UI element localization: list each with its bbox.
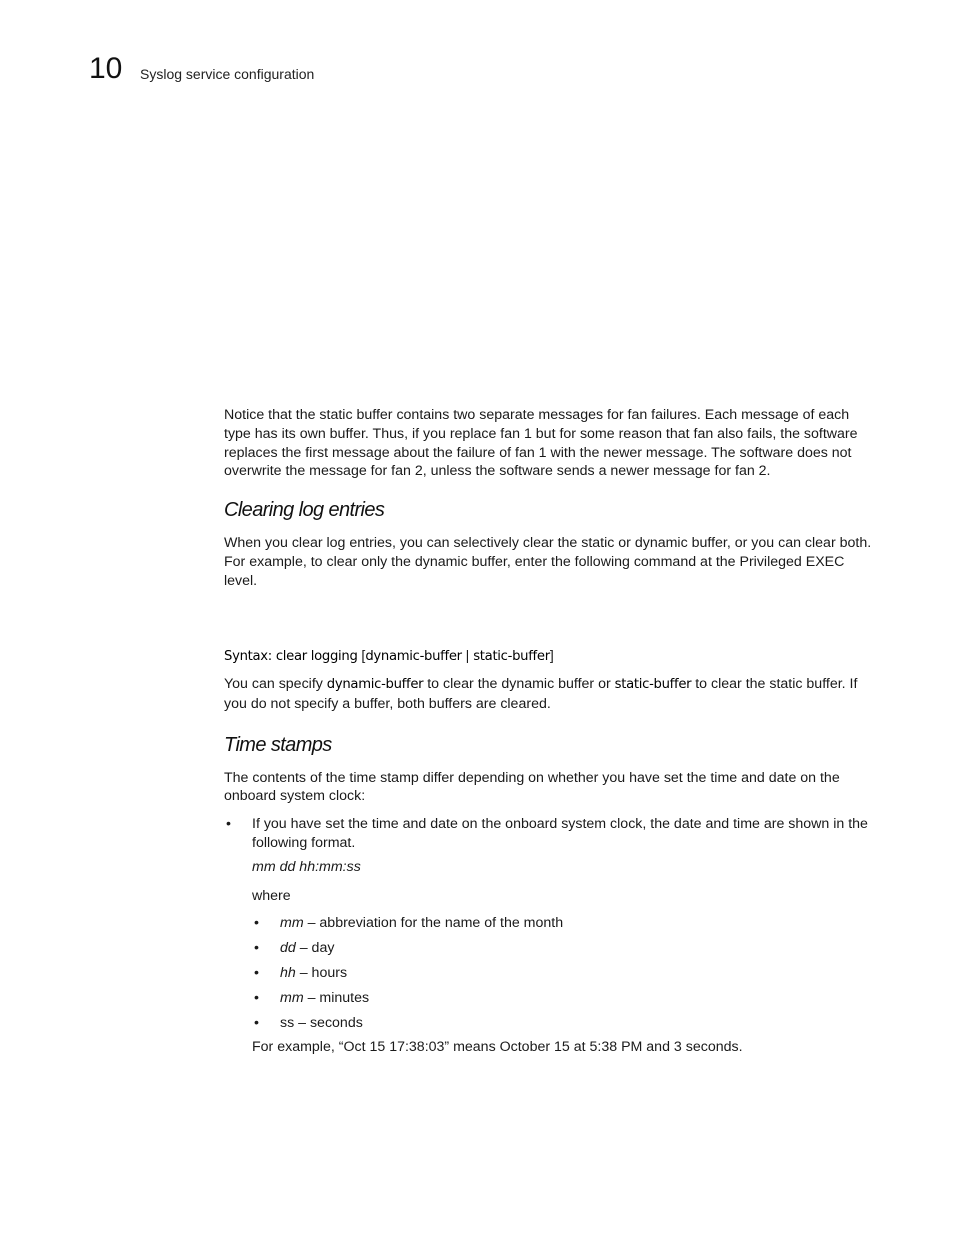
- time-stamps-intro-paragraph: The contents of the time stamp differ depending on whether you have set the time and date on the onboard system clock:: [224, 769, 840, 805]
- time-stamps-heading: Time stamps: [224, 733, 332, 756]
- syntax-option-dynamic: dynamic-buffer: [365, 649, 462, 665]
- buffer-option-description: [224, 675, 872, 714]
- format-details: [224, 858, 872, 1057]
- list-item: [252, 989, 872, 1014]
- field-description: – abbreviation for the name of the month: [303, 915, 564, 932]
- syntax-close-bracket: ]: [549, 647, 554, 664]
- bullet-icon: •: [254, 915, 259, 932]
- desc-text-2: to clear the dynamic buffer or: [423, 676, 615, 693]
- bullet-icon: •: [226, 816, 231, 833]
- field-term: mm: [280, 989, 304, 1006]
- time-format: mm dd hh:mm:ss: [252, 858, 361, 875]
- clearing-intro-paragraph: When you clear log entries, you can selectively clear the static or dynamic buffer, or you can clear both. For example, to clear only the dynamic buffer, enter the following command at the Privileged EXEC level.: [224, 534, 872, 589]
- chapter-number: 10: [89, 52, 123, 85]
- desc-text-1: You can specify: [224, 676, 327, 693]
- list-item: [252, 939, 872, 964]
- bullet-icon: •: [254, 989, 259, 1006]
- syntax-line: [224, 646, 872, 667]
- chapter-title: Syslog service configuration: [140, 66, 315, 82]
- where-label: where: [252, 887, 291, 904]
- format-field-list: [252, 914, 872, 1038]
- field-description: – day: [295, 940, 335, 957]
- syntax-option-static: static-buffer: [473, 649, 550, 665]
- syntax-separator: |: [461, 647, 474, 664]
- page-content: [224, 406, 872, 1057]
- syntax-open-bracket: [: [361, 647, 366, 664]
- syntax-label: Syntax:: [224, 649, 272, 665]
- field-term: ss: [280, 1014, 295, 1031]
- desc-keyword-static: static-buffer: [614, 677, 692, 693]
- desc-keyword-dynamic: dynamic-buffer: [326, 677, 424, 693]
- list-item: [252, 914, 872, 939]
- field-term: hh: [280, 964, 296, 981]
- field-term: dd: [280, 940, 296, 957]
- list-item: [252, 1014, 872, 1039]
- bullet-icon: •: [254, 940, 259, 957]
- list-item: [252, 964, 872, 989]
- timestamp-example: For example, “Oct 15 17:38:03” means October 15 at 5:38 PM and 3 seconds.: [252, 1039, 743, 1056]
- desc-text-3: to clear the static buffer. If you do not specify a buffer, both buffers are cleared.: [224, 676, 858, 712]
- bullet-icon: •: [254, 1014, 259, 1031]
- field-term: mm: [280, 915, 304, 932]
- field-description: – minutes: [303, 989, 370, 1006]
- list-item: [224, 815, 872, 853]
- bullet-icon: •: [254, 964, 259, 981]
- field-description: – hours: [295, 964, 348, 981]
- static-buffer-paragraph: Notice that the static buffer contains two separate messages for fan failures. Each message of each type has its own buffer. Thus, if you replace fan 1 but for some reason that fan also fails, the software replaces the first message about the failure of fan 1 with the newer message. The software does not overwrite the message for fan 2, unless the software sends a newer message for fan 2.: [224, 407, 858, 480]
- bullet-text: If you have set the time and date on the onboard system clock, the date and time are shown in the following format.: [252, 816, 868, 851]
- clearing-log-entries-heading: Clearing log entries: [224, 499, 385, 522]
- syntax-command: clear logging: [275, 649, 358, 665]
- field-description: – seconds: [294, 1014, 363, 1031]
